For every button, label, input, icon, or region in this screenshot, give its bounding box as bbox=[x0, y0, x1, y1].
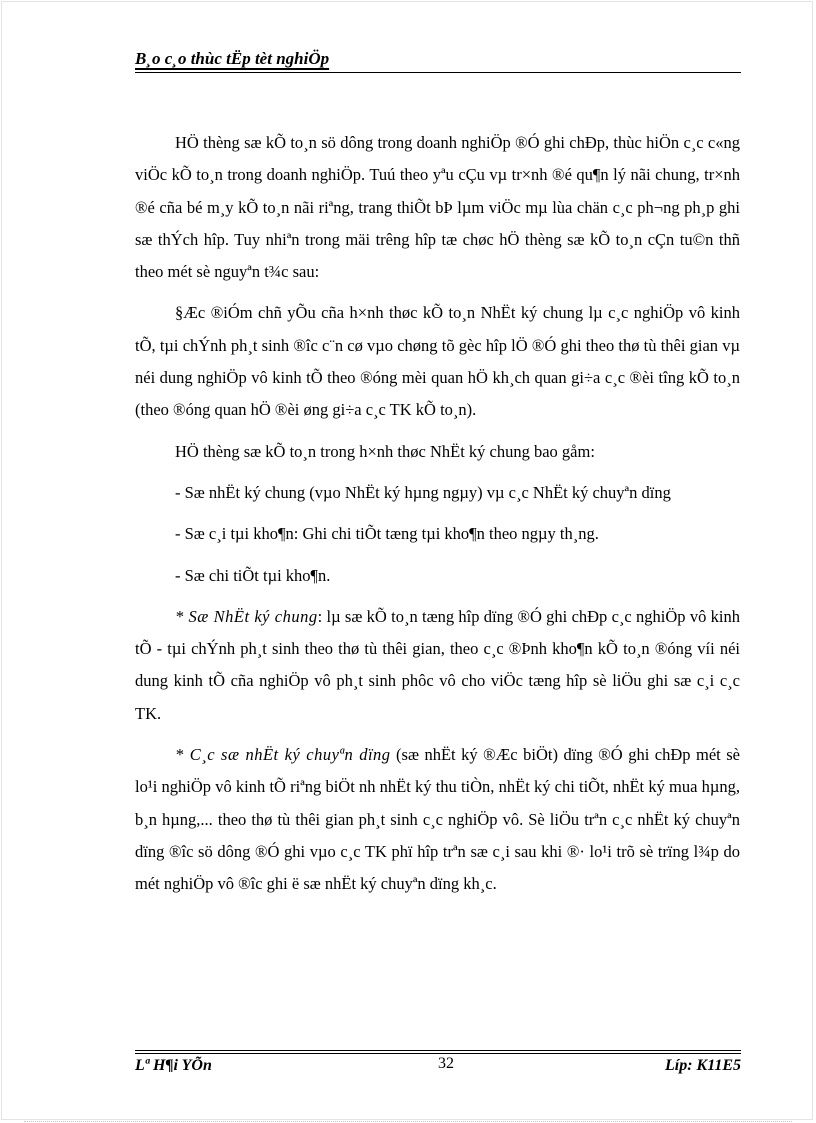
page-number: 32 bbox=[438, 1055, 454, 1072]
page-footer bbox=[135, 1052, 741, 1076]
header-rule bbox=[135, 72, 741, 73]
page-bottom-edge bbox=[24, 1121, 792, 1122]
special-journals-lead: * C¸c sæ nhËt ký chuyªn dïng bbox=[175, 745, 391, 765]
paragraph-special-journals bbox=[135, 739, 740, 900]
footer-rule-top bbox=[135, 1050, 741, 1051]
special-journals-text: (sæ nhËt ký ®Æc biÖt) dïng ®Ó ghi chÐp mét sè lo¹i nghiÖp vô kinh tÕ riªng biÖt nh nhËt ký thu tiÒn, nhËt ký chi tiÕt, nhËt ký mua hµng, b¸n hµng,... theo thø tù thêi gian ph¸t sinh c¸c nghiÖp vô. Sè liÖu trªn c¸c nhËt ký chuyªn dïng ®îc sö dông ®Ó ghi vµo c¸c TK phï hîp trªn sæ c¸i sau khi ®· lo¹i trõ sè trïng l¾p do mét nghiÖp vô ®îc ghi ë sæ nhËt ký chuyªn dïng kh¸c. bbox=[135, 745, 740, 894]
general-journal-lead: * Sæ NhËt ký chung bbox=[175, 606, 318, 626]
footer-author: Lª H¶i YÕn bbox=[135, 1057, 212, 1074]
paragraph-intro: HÖ thèng sæ kÕ to¸n sö dông trong doanh nghiÖp ®Ó ghi chÐp, thùc hiÖn c¸c c«ng viÖc kÕ to¸n trong doanh nghiÖp. Tuú theo yªu cÇu vµ tr×nh ®é qu¶n lý nãi chung, tr×nh ®é cña bé m¸y kÕ to¸n nãi riªng, trang thiÕt bÞ lµm viÖc mµ lùa chän c¸c ph¬ng ph¸p ghi sæ thÝch hîp. Tuy nhiªn trong mäi trêng hîp tæ chøc hÖ thèng sæ kÕ to¸n cÇn tu©n thñ theo mét sè nguyªn t¾c sau: bbox=[135, 133, 740, 282]
paragraph-general-journal bbox=[135, 601, 740, 730]
list-item-ledger: - Sæ c¸i tµi kho¶n: Ghi chi tiÕt tæng tµi kho¶n theo ngµy th¸ng. bbox=[175, 524, 599, 544]
list-item-detail-book: - Sæ chi tiÕt tµi kho¶n. bbox=[175, 565, 331, 585]
general-journal-text: : lµ sæ kÕ to¸n tæng hîp dïng ®Ó ghi chÐp c¸c nghiÖp vô kinh tÕ - tµi chÝnh ph¸t sinh theo thø tù thêi gian, theo c¸c ®Þnh kho¶n kÕ to¸n ®óng víi néi dung kinh tÕ cña nghiÖp vô ph¸t sinh phôc vô cho viÖc tæng hîp sè liÖu ghi sæ c¸i c¸c TK. bbox=[135, 606, 740, 723]
page-header bbox=[135, 47, 741, 71]
footer-class: Líp: K11E5 bbox=[664, 1057, 741, 1074]
list-item-general-journal: - Sæ nhËt ký chung (vµo NhËt ký hµng ngµy) vµ c¸c NhËt ký chuyªn dïng bbox=[175, 482, 671, 502]
paragraph-book-system: HÖ thèng sæ kÕ to¸n trong h×nh thøc NhËt ký chung bao gåm: bbox=[175, 441, 595, 461]
header-title: B¸o c¸o thùc tËp tèt nghiÖp bbox=[135, 49, 330, 68]
paragraph-features: §Æc ®iÓm chñ yÕu cña h×nh thøc kÕ to¸n NhËt ký chung lµ c¸c nghiÖp vô kinh tÕ, tµi chÝnh ph¸t sinh ®îc c¨n cø vµo chøng tõ gèc hîp lÖ ®Ó ghi theo thø tù thêi gian vµ néi dung nghiÖp vô kinh tÕ theo ®óng mèi quan hÖ kh¸ch quan gi÷a c¸c ®èi tîng kÕ to¸n (theo ®óng quan hÖ ®èi øng gi÷a c¸c TK kÕ to¸n). bbox=[135, 303, 740, 420]
document-body bbox=[135, 127, 740, 901]
